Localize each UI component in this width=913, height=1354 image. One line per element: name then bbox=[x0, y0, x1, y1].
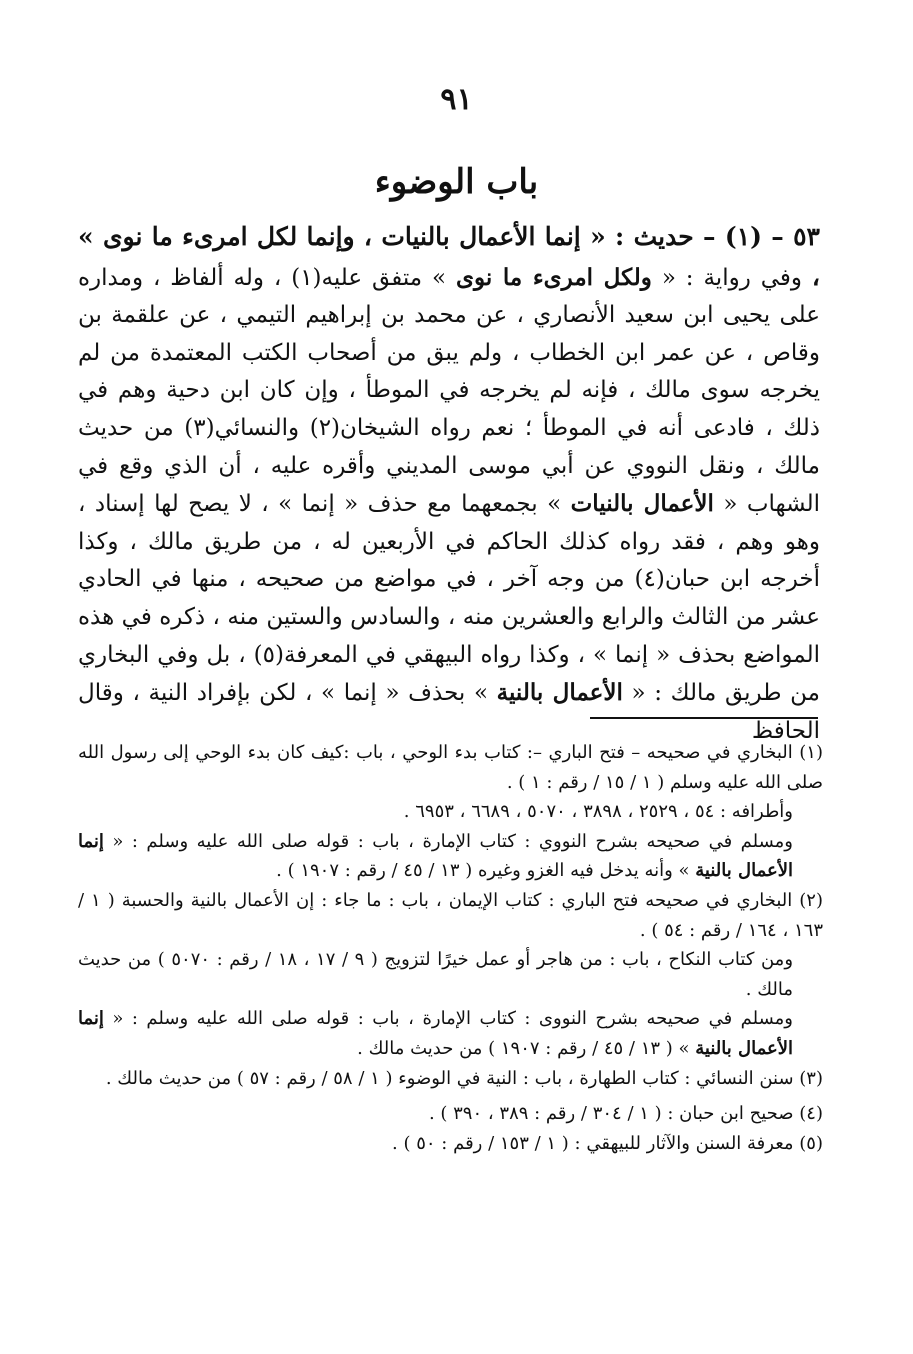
footnote-4: (٤) صحيح ابن حبان : ( ١ / ٣٠٤ / رقم : ٣٨٩ ، ٣٩٠ ) . bbox=[428, 1103, 823, 1125]
footnote-2-cont bbox=[78, 1004, 823, 1063]
footnote-text: ومسلم في صحيحه بشرح النووي : كتاب الإمارة ، باب : قوله صلى الله عليه وسلم : « bbox=[103, 830, 793, 852]
footnote-2-cont: ومن كتاب النكاح ، باب : من هاجر أو عمل خيرًا لتزويج ( ٩ / ١٧ ، ١٨ / رقم : ٥٠٧٠ ) من حديث مالك . bbox=[78, 949, 794, 1000]
footnote-1-cont bbox=[78, 827, 823, 886]
footnote-text: » وأنه يدخل فيه الغزو وغيره ( ١٣ / ٤٥ / رقم : ١٩٠٧ ) . bbox=[276, 860, 696, 882]
footnote-1-cont: وأطرافه : ٥٤ ، ٢٥٢٩ ، ٣٨٩٨ ، ٥٠٧٠ ، ٦٦٨٩ ، ٦٩٥٣ . bbox=[403, 801, 793, 823]
main-text-segment: » بجمعهما مع حذف « إنما » ، لا يصح لها إسناد ، وهو وهم ، فقد رواه كذلك الحاكم في الأربعين له ، من طريق مالك ، وكذا أخرجه ابن حبان(٤) من وجه آخر ، في مواضع من صحيحه ، منها في الحادي عشر من الثالث والرابع والعشرين منه ، والسادس والستين منه ، ذكره في هذه المواضع بحذف « إنما » ، وكذا رواه البيهقي في المعرفة(٥) ، بل وفي البخاري من طريق مالك : « bbox=[78, 491, 820, 707]
hadith-heading: ٥٣ – (١) – حديث : « إنما الأعمال بالنيات ، وإنما لكل امرىء ما نوى » ، bbox=[78, 222, 820, 291]
page-number: ٩١ bbox=[440, 82, 473, 117]
main-text-segment: وفي رواية : « bbox=[651, 264, 802, 291]
footnote-text: ومسلم في صحيحه بشرح النووى : كتاب الإمارة ، باب : قوله صلى الله عليه وسلم : « bbox=[103, 1008, 793, 1030]
footnote-bold: إنما الأعمال بالنية bbox=[78, 1008, 793, 1059]
main-text-bold: الأعمال بالنية bbox=[496, 679, 623, 707]
footnotes bbox=[78, 738, 823, 1158]
footnote-5: (٥) معرفة السنن والآثار للبيهقي : ( ١ / ١٥٣ / رقم : ٥٠ ) . bbox=[392, 1132, 823, 1154]
main-text-bold: الأعمال بالنيات bbox=[570, 490, 714, 518]
chapter-title: باب الوضوء bbox=[374, 162, 539, 202]
main-text-block bbox=[78, 218, 820, 750]
footnote-3: (٣) سنن النسائي : كتاب الطهارة ، باب : النية في الوضوء ( ١ / ٥٨ / رقم : ٥٧ ) من حديث مالك . bbox=[105, 1067, 823, 1089]
main-text-bold: ولكل امرىء ما نوى bbox=[456, 263, 652, 291]
footnote-bold: إنما الأعمال بالنية bbox=[78, 830, 793, 882]
main-text-segment: » بحذف « إنما » ، لكن بإفراد النية ، وقال الحافظ bbox=[78, 680, 820, 744]
footnote-2: (٢) البخاري في صحيحه فتح الباري : كتاب الإيمان ، باب : ما جاء : إن الأعمال بالنية والحسبة ( ١ / ١٦٣ ، ١٦٤ / رقم : ٥٤ ) . bbox=[78, 889, 823, 941]
main-text-segment: » متفق عليه(١) ، وله ألفاظ ، ومداره على يحيى ابن سعيد الأنصاري ، عن محمد بن إبراهيم التيمي ، عن علقمة بن وقاص ، عن عمر ابن الخطاب ، ولم يبق من أصحاب الكتب المعتمدة من لم يخرجه سوى مالك ، فإنه لم يخرجه في الموطأ ، وإن كان ابن دحية وهم في ذلك ، فادعى أنه في الموطأ ؛ نعم رواه الشيخان(٢) والنسائي(٣) من حديث مالك ، ونقل النووي عن أبي موسى المديني وأقره عليه ، أن الذي وقع في الشهاب « bbox=[78, 264, 821, 518]
footnote-divider bbox=[590, 717, 818, 719]
footnote-1: (١) البخاري في صحيحه – فتح الباري –: كتاب بدء الوحي ، باب :كيف كان بدء الوحي إلى رسول الله صلى الله عليه وسلم ( ١ / ١٥ / رقم : ١ ) . bbox=[78, 742, 823, 793]
footnote-text: » ( ١٣ / ٤٥ / رقم : ١٩٠٧ ) من حديث مالك . bbox=[357, 1037, 696, 1059]
